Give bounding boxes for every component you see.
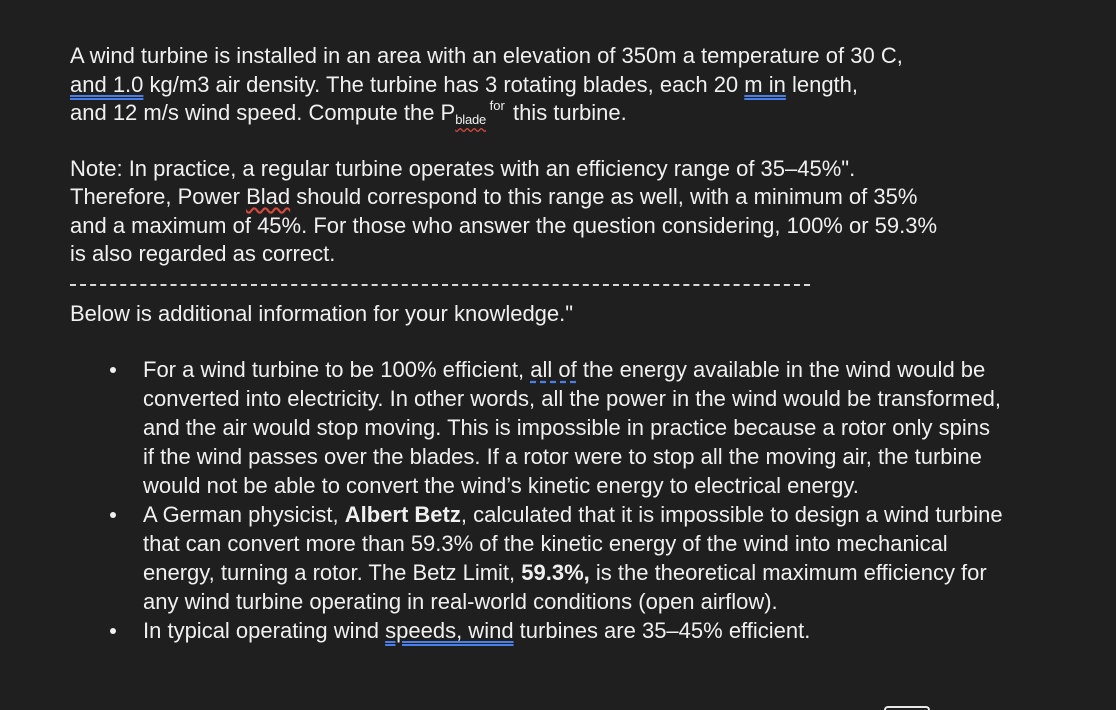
note-line-1: Note: In practice, a regular turbine operates with an efficiency range of 35–45%". [70,155,856,181]
bullet-2-text: A German physicist, [143,502,345,527]
dashed-divider [70,284,810,286]
note-line-2-end: should correspond to this range as well, with a minimum of 35% [290,184,918,209]
bullet-1-text-end: the energy available in the wind would be converted into electricity. In other words, all the power in the wind would be transformed, and the air would stop moving. This is impossible in practice because a rotor only spins if the wind passes over the blades. If a rotor were to stop all the moving air, the turbine would not be able to convert the wind’s kinetic energy to electrical energy. [143,357,1002,498]
question-line-3-end: this turbine. [506,100,627,125]
bullet-3-text-end: turbines are 35–45% efficient. [513,618,811,643]
list-item [0,355,1003,500]
pblade-subscript[interactable]: blade [455,112,487,127]
scroll-tab-edge [884,706,930,710]
question-paragraph [70,42,1030,269]
spell-flag-length-unit[interactable]: m in [744,71,786,97]
spell-flag-density[interactable]: and 1.0 [70,71,144,97]
question-line-3-text: and 12 m/s wind speed. Compute the P [70,100,456,125]
question-line-2 [70,71,1030,100]
list-item [0,500,1003,616]
info-bullet-list [0,355,1116,645]
note-line-2-text: Therefore, Power [70,184,247,209]
bullet-3-text: In typical operating wind [143,618,386,643]
question-line-2-text: kg/m3 air density. The turbine has 3 rotating blades, each 20 [143,71,745,97]
bullet-icon [110,628,116,634]
bullet-1-text: For a wind turbine to be 100% efficient, [143,357,531,382]
pblade-superscript: for [486,98,505,113]
question-line-2-end: length, [785,71,859,97]
bullet-icon [110,512,116,518]
note-line-4: is also regarded as correct. [70,241,336,266]
list-item [0,616,1003,645]
bullet-2-text-mid: , calculated that it is impossible to design a wind turbine that can convert more than 59.3% of the kinetic energy of the wind into mechanical energy, turning a rotor. The Betz Limit, [143,502,1003,585]
bullet-2-limit: 59.3%, [521,560,590,585]
question-line-1: A wind turbine is installed in an area with an elevation of 350m a temperature of 30 C, [70,43,903,68]
grammar-flag-all-of[interactable]: all of [530,357,577,382]
spell-flag-blad[interactable]: Blad [246,184,291,209]
spacer [70,131,1030,155]
note-line-2 [70,183,1030,212]
bullet-icon [110,367,116,373]
grammar-flag-speeds[interactable]: speeds, wind [385,618,514,643]
additional-info-heading: Below is additional information for your knowledge." [70,301,574,326]
note-line-3: and a maximum of 45%. For those who answer the question considering, 100% or 59.3% [70,212,938,238]
question-line-3 [70,99,1030,131]
bullet-2-text-end: is the theoretical maximum efficiency for any wind turbine operating in real-world conditions (open airflow). [143,560,987,614]
bullet-2-name: Albert Betz [344,502,461,527]
